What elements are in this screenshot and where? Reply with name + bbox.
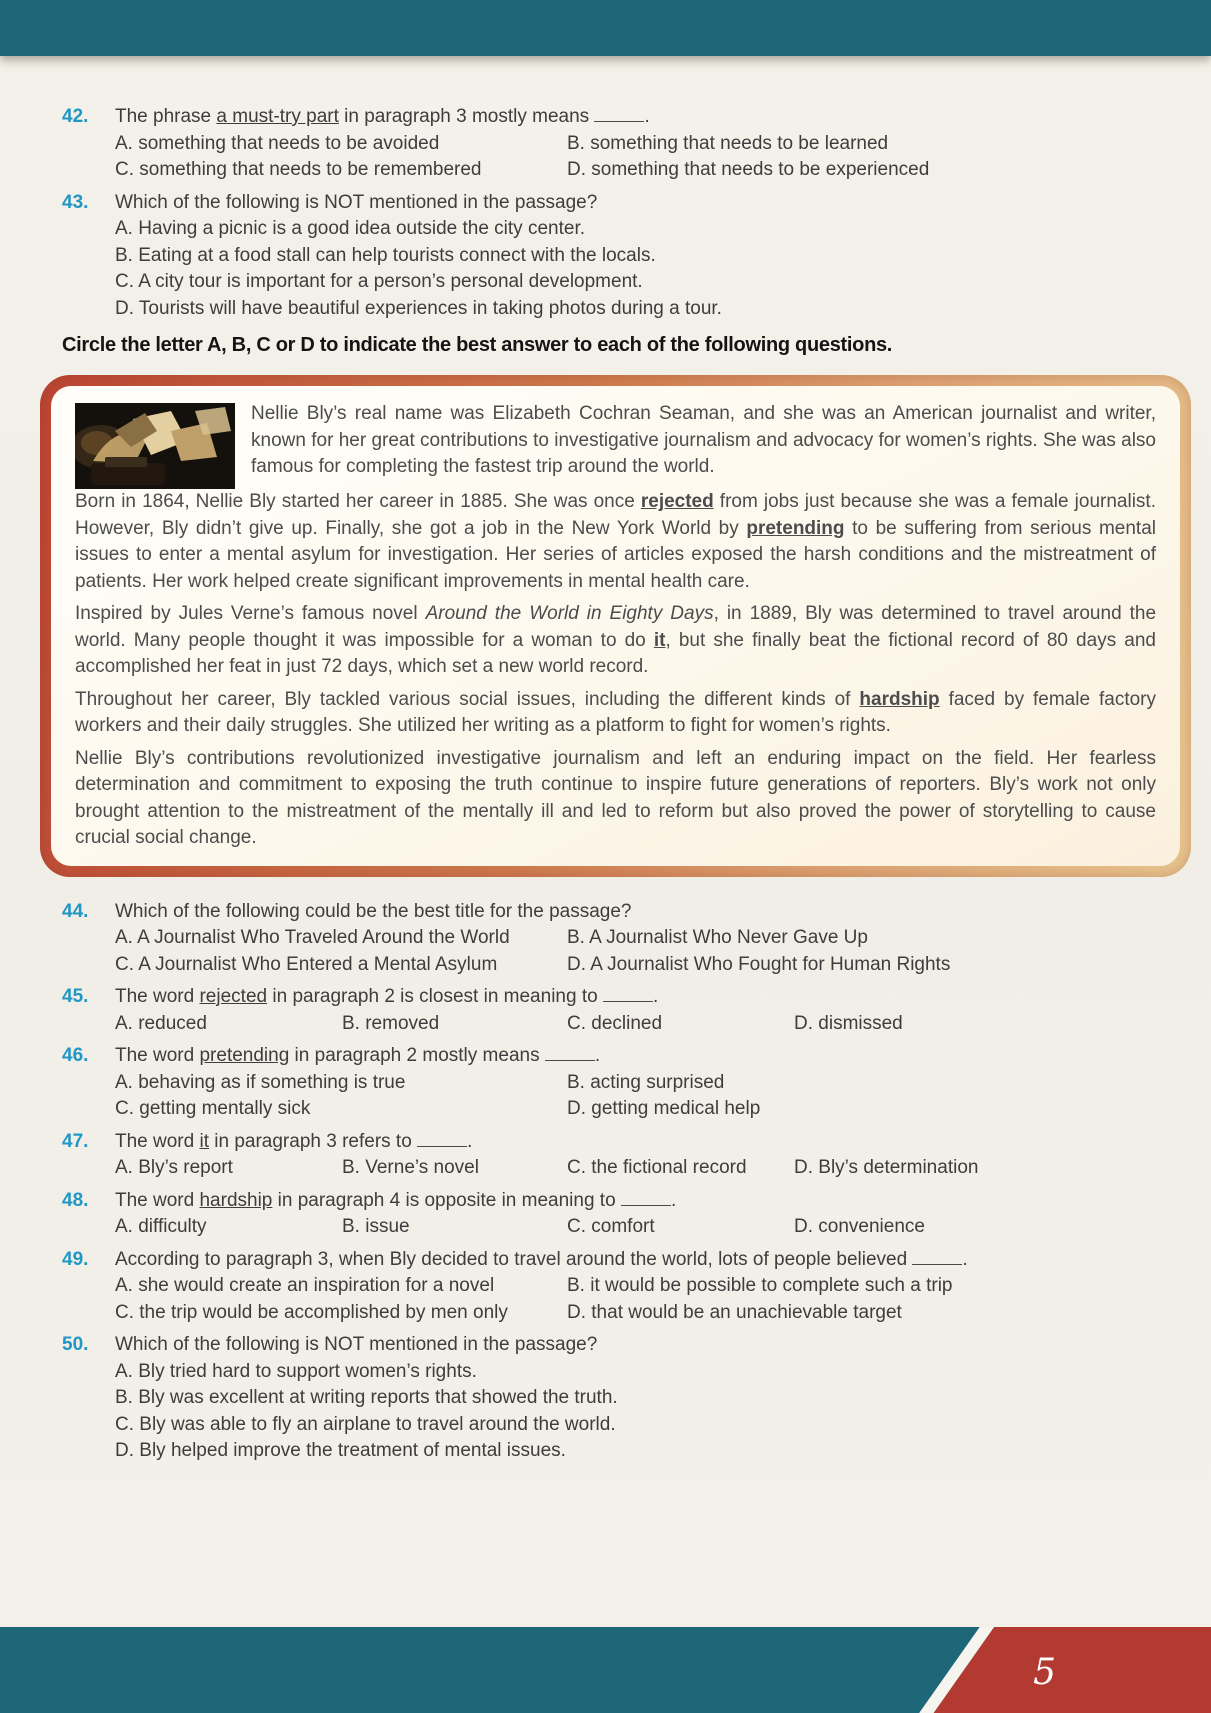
question-body bbox=[115, 104, 1171, 184]
text-segment: Nellie Bly’s real name was Elizabeth Cochran Seaman, and she was an American journalist and writer, known for her great contributions to investigative journalism and advocacy for women’s rights. She was also famous for completing the fastest trip around the world. bbox=[251, 403, 1156, 477]
option-B: B. acting surprised bbox=[567, 1071, 725, 1093]
question-number: 49. bbox=[62, 1248, 89, 1270]
question-stem bbox=[115, 1188, 1171, 1215]
text-segment: hardship bbox=[859, 688, 940, 710]
text-segment: Which of the following is NOT mentioned in the passage? bbox=[115, 191, 598, 213]
option-B: B. it would be possible to complete such a trip bbox=[567, 1275, 953, 1296]
question-stem bbox=[115, 1332, 1171, 1359]
text-segment: it bbox=[199, 1130, 209, 1152]
text-segment: The word bbox=[115, 986, 200, 1007]
option-A: A. something that needs to be avoided bbox=[115, 132, 440, 154]
pre-questions bbox=[62, 104, 1171, 322]
text-segment: The word bbox=[115, 1130, 200, 1152]
text-segment: faced by female factory workers and their daily struggles. She utilized her writing as a platform to fight for women’s rights. bbox=[75, 688, 1156, 736]
option-D: D. convenience bbox=[794, 1216, 925, 1237]
option-D: D. dismissed bbox=[794, 1012, 903, 1034]
text-segment: The phrase bbox=[115, 106, 217, 127]
text-segment: Throughout her career, Bly tackled various social issues, including the different kinds of bbox=[75, 688, 860, 710]
question-stem bbox=[115, 1247, 1171, 1274]
text-segment: in paragraph 2 is closest in meaning to bbox=[267, 986, 603, 1007]
option-C: C. declined bbox=[567, 1012, 663, 1034]
option-A: A. behaving as if something is true bbox=[115, 1071, 406, 1093]
text-segment: According to paragraph 3, when Bly decided to travel around the world, lots of people believed bbox=[115, 1248, 913, 1270]
text-segment: in paragraph 2 mostly means bbox=[289, 1045, 545, 1066]
text-segment: . bbox=[670, 1189, 677, 1211]
text-segment: from jobs just because she was a female journalist. However, Bly didn’t give up. Finally, she got a job in the New York World by bbox=[75, 491, 1156, 539]
question-44 bbox=[62, 899, 1171, 979]
option-C: C. Bly was able to fly an airplane to travel around the world. bbox=[115, 1413, 616, 1435]
options-list bbox=[115, 1155, 1171, 1182]
option-C: C. A city tour is important for a person’s personal development. bbox=[115, 271, 643, 292]
question-stem bbox=[115, 1129, 1171, 1156]
question-50 bbox=[62, 1332, 1171, 1465]
passage-paragraph bbox=[75, 489, 1156, 595]
blank-line bbox=[912, 1263, 962, 1265]
question-46 bbox=[62, 1043, 1171, 1123]
options-list bbox=[115, 925, 1171, 978]
option-D: D. Bly’s determination bbox=[794, 1157, 979, 1178]
passage-paragraph bbox=[75, 687, 1156, 740]
page-number: 5 bbox=[1033, 1652, 1056, 1693]
blank-line bbox=[417, 1145, 467, 1147]
text-segment: in paragraph 4 is opposite in meaning to bbox=[272, 1189, 621, 1211]
option-A: A. reduced bbox=[115, 1012, 207, 1034]
text-segment: . bbox=[594, 1045, 601, 1066]
blank-line bbox=[603, 1000, 653, 1002]
passage-paragraph bbox=[75, 601, 1156, 681]
question-stem bbox=[115, 899, 1171, 926]
options-list bbox=[115, 131, 1171, 184]
question-body bbox=[115, 1043, 1171, 1123]
option-B: B. Verne’s novel bbox=[342, 1157, 479, 1178]
footer-red-diagonal bbox=[0, 1627, 1211, 1713]
text-segment: The word bbox=[115, 1189, 200, 1211]
text-segment: . bbox=[962, 1248, 968, 1270]
passage-photo-graphic bbox=[75, 403, 235, 489]
text-segment: Inspired by Jules Verne’s famous novel bbox=[75, 603, 426, 624]
option-A: A. she would create an inspiration for a novel bbox=[115, 1275, 495, 1296]
page-content bbox=[0, 56, 1211, 1471]
blank-line bbox=[545, 1059, 595, 1061]
typewriter-and-papers-photo bbox=[75, 403, 235, 489]
question-47 bbox=[62, 1129, 1171, 1182]
option-B: B. something that needs to be learned bbox=[567, 132, 889, 154]
question-body bbox=[115, 190, 1171, 323]
option-A: A. Having a picnic is a good idea outside the city center. bbox=[115, 218, 585, 239]
option-D: D. that would be an unachievable target bbox=[567, 1301, 902, 1323]
option-C: C. A Journalist Who Entered a Mental Asylum bbox=[115, 953, 498, 975]
option-D: D. something that needs to be experienced bbox=[567, 159, 930, 180]
text-segment: . bbox=[467, 1130, 473, 1152]
section-instruction: Circle the letter A, B, C or D to indicate the best answer to each of the following questions. bbox=[62, 334, 893, 356]
question-48 bbox=[62, 1188, 1171, 1241]
text-segment: , but she finally beat the fictional record of 80 days and accomplished her feat in just 72 days, which set a new world record. bbox=[75, 629, 1156, 677]
option-C: C. the trip would be accomplished by men only bbox=[115, 1301, 508, 1323]
option-C: C. comfort bbox=[567, 1216, 655, 1237]
text-segment: pretending bbox=[199, 1045, 290, 1066]
text-segment: Which of the following is NOT mentioned in the passage? bbox=[115, 1334, 598, 1355]
text-segment: in paragraph 3 mostly means bbox=[338, 106, 595, 127]
option-A: A. Bly’s report bbox=[115, 1157, 233, 1178]
options-list bbox=[115, 1070, 1171, 1123]
option-D: D. Tourists will have beautiful experiences in taking photos during a tour. bbox=[115, 297, 722, 319]
question-number: 46. bbox=[62, 1045, 89, 1066]
options-list bbox=[115, 1273, 1171, 1326]
question-body bbox=[115, 984, 1171, 1037]
passage-text bbox=[51, 386, 1180, 866]
option-A: A. difficulty bbox=[115, 1216, 207, 1237]
question-42 bbox=[62, 104, 1171, 184]
text-segment: . bbox=[652, 986, 659, 1007]
text-segment: pretending bbox=[746, 517, 845, 539]
text-segment: Which of the following could be the best title for the passage? bbox=[115, 900, 632, 922]
text-segment: rejected bbox=[199, 986, 268, 1007]
text-segment: . bbox=[644, 106, 650, 127]
option-B: B. Eating at a food stall can help tourists connect with the locals. bbox=[115, 244, 656, 266]
question-number: 50. bbox=[62, 1334, 89, 1355]
question-body bbox=[115, 1129, 1171, 1182]
option-C: C. something that needs to be remembered bbox=[115, 159, 482, 180]
blank-line bbox=[594, 120, 644, 122]
options-list bbox=[115, 1359, 1171, 1465]
question-49 bbox=[62, 1247, 1171, 1327]
option-D: D. getting medical help bbox=[567, 1098, 761, 1119]
question-stem bbox=[115, 1043, 1171, 1070]
options-list bbox=[115, 216, 1171, 322]
question-stem bbox=[115, 190, 1171, 217]
question-number: 48. bbox=[62, 1189, 89, 1211]
passage-box bbox=[40, 375, 1191, 877]
option-B: B. removed bbox=[342, 1012, 440, 1034]
question-number: 43. bbox=[62, 191, 89, 213]
option-B: B. issue bbox=[342, 1216, 410, 1237]
option-A: A. Bly tried hard to support women’s rights. bbox=[115, 1360, 477, 1382]
text-segment: it bbox=[653, 629, 666, 651]
question-number: 42. bbox=[62, 106, 89, 127]
question-stem bbox=[115, 104, 1171, 131]
passage-paragraph bbox=[75, 401, 1156, 481]
question-body bbox=[115, 899, 1171, 979]
top-teal-bar bbox=[0, 0, 1211, 56]
option-C: C. getting mentally sick bbox=[115, 1098, 311, 1119]
options-list bbox=[115, 1214, 1171, 1241]
option-D: D. A Journalist Who Fought for Human Rights bbox=[567, 953, 951, 975]
text-segment: rejected bbox=[640, 491, 714, 512]
text-segment: The word bbox=[115, 1045, 200, 1066]
question-number: 47. bbox=[62, 1130, 89, 1152]
option-B: B. A Journalist Who Never Gave Up bbox=[567, 927, 868, 948]
text-segment: , in 1889, Bly was determined to travel around the world. Many people thought it was impossible for a woman to do bbox=[75, 603, 1157, 651]
question-body bbox=[115, 1247, 1171, 1327]
question-body bbox=[115, 1188, 1171, 1241]
text-segment: Born in 1864, Nellie Bly started her career in 1885. She was once bbox=[75, 491, 641, 512]
text-segment: hardship bbox=[199, 1189, 273, 1211]
option-D: D. Bly helped improve the treatment of mental issues. bbox=[115, 1440, 566, 1461]
post-questions bbox=[62, 899, 1171, 1465]
text-segment: Around the World in Eighty Days bbox=[425, 603, 714, 624]
text-segment: to be suffering from serious mental issues to enter a mental asylum for investigation. Her series of articles exposed the harsh conditions and the mistreatment of patients. Her work helped create significant improvements in mental health care. bbox=[75, 517, 1156, 592]
footer-bar bbox=[0, 1627, 1211, 1713]
question-number: 44. bbox=[62, 900, 89, 922]
question-stem bbox=[115, 984, 1171, 1011]
text-segment: a must-try part bbox=[216, 106, 339, 127]
blank-line bbox=[621, 1204, 671, 1206]
question-number: 45. bbox=[62, 986, 89, 1007]
question-body bbox=[115, 1332, 1171, 1465]
passage-paragraph bbox=[75, 746, 1156, 852]
text-segment: in paragraph 3 refers to bbox=[208, 1130, 418, 1152]
question-43 bbox=[62, 190, 1171, 323]
text-segment: Nellie Bly’s contributions revolutionized investigative journalism and left an enduring impact on the field. Her fearless determination and commitment to exposing the truth continue to inspire future generations of reporters. Bly’s work not only brought attention to the mistreatment of the mentally ill and led to reform but also proved the power of storytelling to cause crucial social change. bbox=[75, 747, 1156, 848]
option-A: A. A Journalist Who Traveled Around the World bbox=[115, 927, 510, 948]
question-45 bbox=[62, 984, 1171, 1037]
option-B: B. Bly was excellent at writing reports that showed the truth. bbox=[115, 1387, 618, 1408]
option-C: C. the fictional record bbox=[567, 1157, 747, 1178]
options-list bbox=[115, 1011, 1171, 1038]
